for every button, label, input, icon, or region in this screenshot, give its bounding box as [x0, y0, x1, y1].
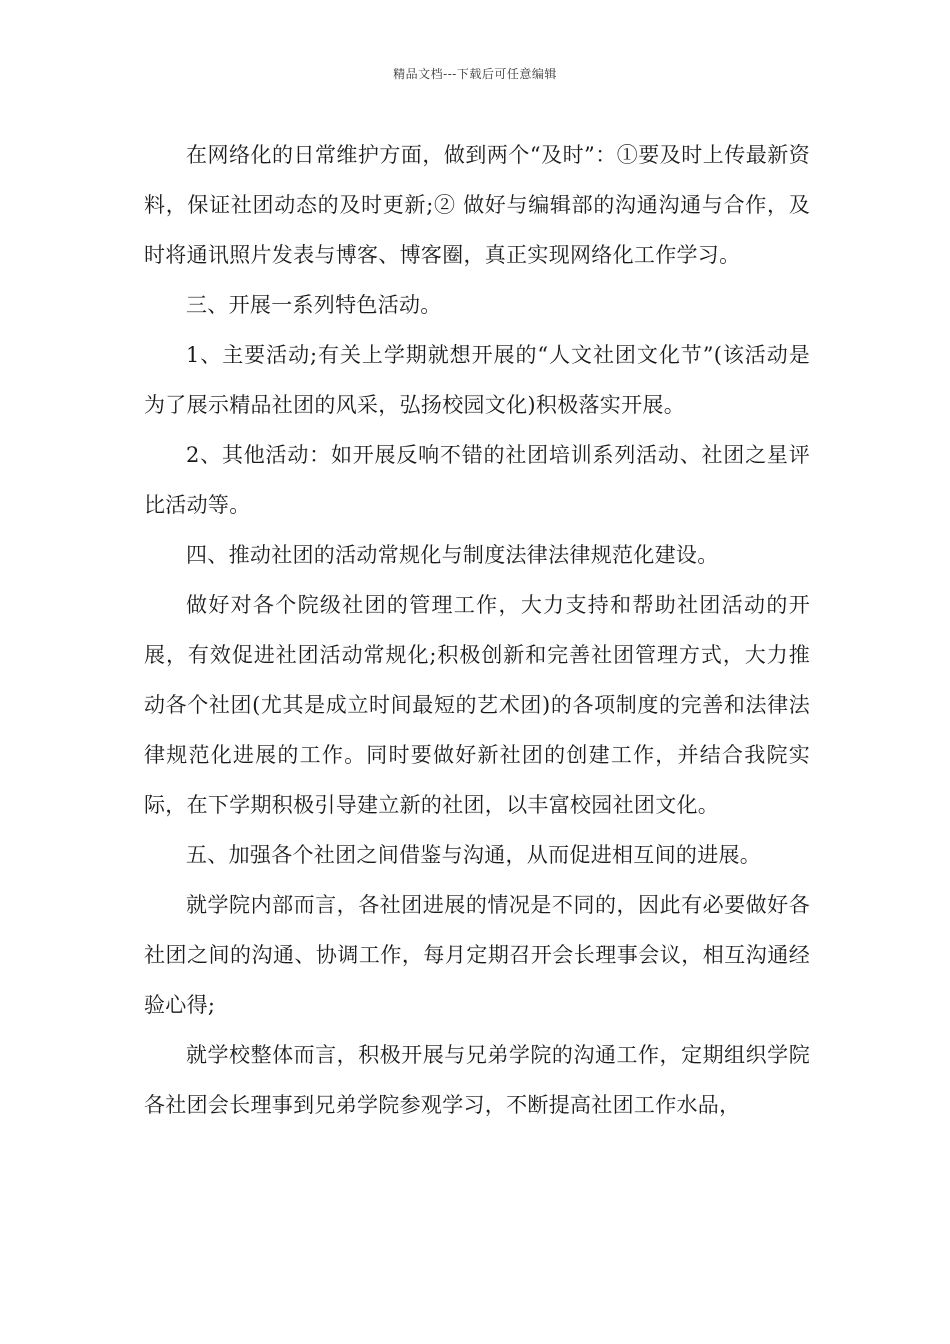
paragraph-network-maintenance: 在网络化的日常维护方面，做到两个“及时”：①要及时上传最新资料，保证社团动态的及时更新;② 做好与编辑部的沟通沟通与合作，及时将通讯照片发表与博客、博客圈，真正实现网络化工作学习。: [144, 143, 810, 267]
page-header: 精品文档---下载后可任意编辑: [393, 67, 557, 81]
paragraph-main-activity: 1、主要活动;有关上学期就想开展的“人文社团文化节”(该活动是为了展示精品社团的风采，弘扬校园文化)积极落实开展。: [144, 343, 810, 417]
section-heading-3: 三、开展一系列特色活动。: [186, 293, 442, 317]
document-body: [144, 130, 810, 1130]
paragraph-external-communication: 就学校整体而言，积极开展与兄弟学院的沟通工作，定期组织学院各社团会长理事到兄弟学院参观学习，不断提高社团工作水品，: [144, 1043, 810, 1117]
paragraph-club-management: 做好对各个院级社团的管理工作，大力支持和帮助社团活动的开展，有效促进社团活动常规化;积极创新和完善社团管理方式，大力推动各个社团(尤其是成立时间最短的艺术团)的各项制度的完善和法律法律规范化进展的工作。同时要做好新社团的创建工作，并结合我院实际，在下学期积极引导建立新的社团，以丰富校园社团文化。: [144, 593, 810, 817]
paragraph-other-activities: 2、其他活动：如开展反响不错的社团培训系列活动、社团之星评比活动等。: [144, 443, 810, 517]
paragraph-internal-communication: 就学院内部而言，各社团进展的情况是不同的，因此有必要做好各社团之间的沟通、协调工作，每月定期召开会长理事会议，相互沟通经验心得;: [144, 893, 810, 1017]
section-heading-5: 五、加强各个社团之间借鉴与沟通，从而促进相互间的进展。: [186, 843, 762, 867]
section-heading-4: 四、推动社团的活动常规化与制度法律法律规范化建设。: [186, 543, 719, 567]
